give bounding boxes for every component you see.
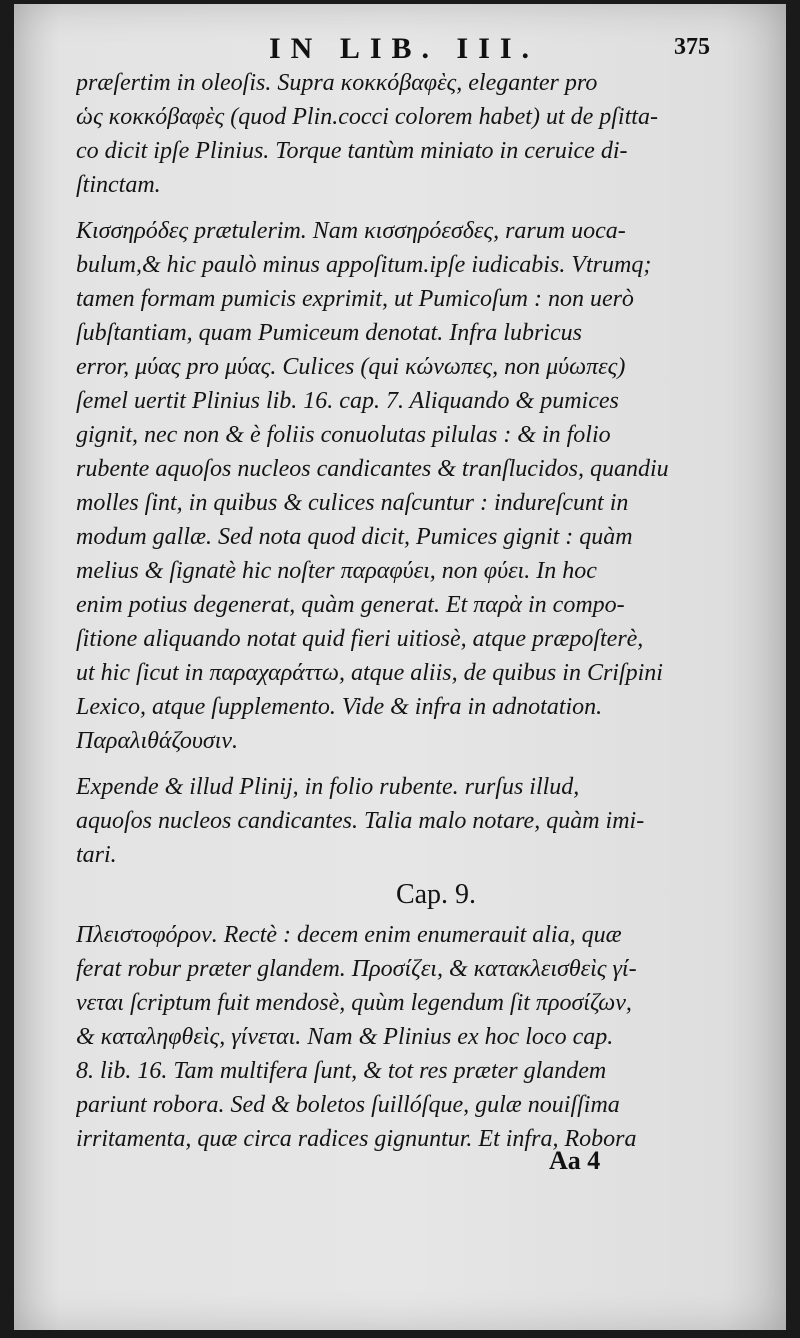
text-line: tari. — [76, 842, 117, 868]
text-line: Lexico, atque ſupplemento. Vide & infra in adnotation. — [76, 694, 603, 720]
text-line: melius & ſignatè hic noſter παραφύει, non φύει. In hoc — [76, 558, 597, 584]
text-line: bulum,& hic paulò minus appoſitum.ipſe iudicabis. Vtrumq; — [76, 252, 652, 278]
running-head: IN LIB. III. — [269, 32, 540, 65]
text-line: tamen formam pumicis exprimit, ut Pumicoſum : non uerò — [76, 286, 634, 312]
text-line: ferat robur præter glandem. Προσίζει, & κατακλεισθεὶς γί- — [76, 956, 637, 982]
text-line: ut hic ſicut in παραχαράττω, atque aliis, de quibus in Criſpini — [76, 660, 663, 686]
text-line: molles ſint, in quibus & culices naſcuntur : indureſcunt in — [76, 490, 629, 516]
text-line: pariunt robora. Sed & boletos ſuillóſque, gulæ nouiſſima — [76, 1092, 620, 1118]
text-line: modum gallæ. Sed nota quod dicit, Pumices gignit : quàm — [76, 524, 633, 550]
text-line: error, μύας pro μύας. Culices (qui κώνωπες, non μύωπες) — [76, 354, 626, 380]
text-line: enim potius degenerat, quàm generat. Et παρὰ in compo- — [76, 592, 625, 618]
text-line: præſertim in oleoſis. Supra κοκκόβαφὲς, eleganter pro — [76, 70, 598, 96]
text-line: ſubſtantiam, quam Pumiceum denotat. Infra lubricus — [76, 320, 582, 346]
text-line: Παραλιθάζουσιν. — [76, 728, 239, 754]
signature-mark: Aa 4 — [549, 1146, 601, 1175]
text-line: co dicit ipſe Plinius. Torque tantùm miniato in ceruice di- — [76, 138, 628, 164]
text-line: aquoſos nucleos candicantes. Talia malo notare, quàm imi- — [76, 808, 645, 834]
text-line: ſtinctam. — [76, 172, 161, 198]
text-line: Πλειστοφόρον. Rectè : decem enim enumerauit alia, quæ — [76, 922, 622, 948]
text-line: νεται ſcriptum fuit mendosè, quùm legendum ſit προσίζων, — [76, 990, 632, 1016]
text-line: irritamenta, quæ circa radices gignuntur. Et infra, Robora — [76, 1126, 637, 1152]
page-number: 375 — [674, 34, 710, 60]
body-text — [76, 66, 756, 1156]
text-line: ſemel uertit Plinius lib. 16. cap. 7. Aliquando & pumices — [76, 388, 619, 414]
text-line: rubente aquoſos nucleos candicantes & tranſlucidos, quandiu — [76, 456, 669, 482]
chapter-heading: Cap. 9. — [395, 879, 477, 910]
paragraph-gap — [76, 758, 756, 770]
text-line: Κισσηρόδες prætulerim. Nam κισσηρόεσδες, rarum uoca- — [76, 218, 626, 244]
text-line: 8. lib. 16. Tam multifera ſunt, & tot res præter glandem — [76, 1058, 607, 1084]
text-line: & καταληφθεὶς, γίνεται. Nam & Plinius ex hoc loco cap. — [76, 1024, 614, 1050]
text-line: ὡς κοκκόβαφὲς (quod Plin.cocci colorem habet) ut de pſitta- — [76, 104, 658, 130]
text-line: gignit, nec non & è foliis conuolutas pilulas : & in folio — [76, 422, 611, 448]
text-line: Expende & illud Plinij, in folio rubente. rurſus illud, — [76, 774, 580, 800]
paragraph-gap — [76, 202, 756, 214]
book-page — [14, 4, 786, 1330]
text-line: ſitione aliquando notat quid fieri uitiosè, atque præpoſterè, — [76, 626, 644, 652]
